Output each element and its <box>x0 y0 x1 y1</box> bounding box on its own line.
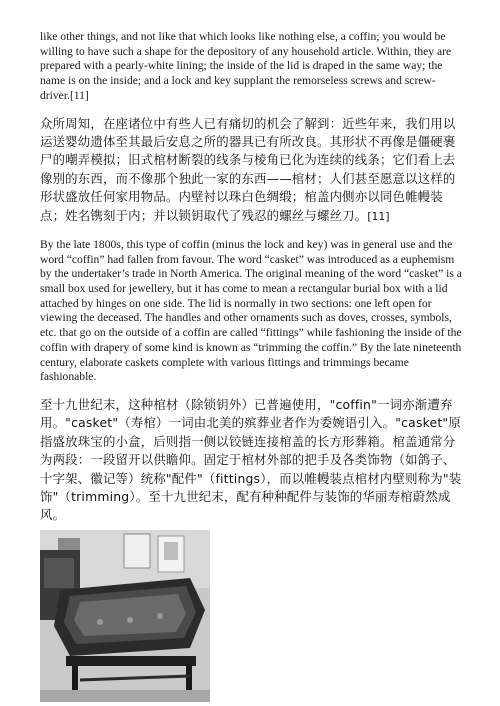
casket-photo <box>40 530 210 702</box>
paragraph-en-2: By the late 1800s, this type of coffin (minus the lock and key) was in general use and the word “coffin” had fallen from favour. The word “casket” was introduced as a euphemism by the undertaker’s trade in North America. The original meaning of the word “casket” is a small box used for jewellery, but it has come to mean a rectangular burial box with a lid attached by hinges on one side. The lid is normally in two sections: one left open for viewing the deceased. The handles and other ornaments such as doves, crosses, symbols, etc. that go on the outside of a coffin are called “fittings” while fashioning the inside of the coffin with drapery of some kind is known as “trimming the coffin.” By the late nineteenth century, elaborate caskets complete with various fittings and trimmings became fashionable. <box>40 237 462 384</box>
footnote-ref[interactable]: [11] <box>367 210 390 223</box>
paragraph-zh-1-text: 众所周知，在座诸位中有些人已有痛切的机会了解到：近些年来，我们用以运送婴幼遗体至其最后安息之所的器具已有所改良。其形状不再像是僵硬裹尸的嘲弄模拟；旧式棺材断裂的线条与棱角已化为连续的线条；它们看上去像别的东西，而不像那个独此一家的东西——棺材；人们甚至愿意以这样的形状盛放任何家用物品。内壁衬以珠白色绸缎；棺盖内侧亦以同色帷幔装点；姓名镌刻于内；并以锁钥取代了残忍的螺丝与螺丝刀。 <box>40 115 456 223</box>
document-body <box>40 30 462 537</box>
paragraph-zh-1 <box>40 115 462 226</box>
paragraph-zh-2: 至十九世纪末，这种棺材（除锁钥外）已普遍使用，"coffin"一词亦渐遭弃用。"casket"（寿棺）一词由北美的殡葬业者作为委婉语引入。"casket"原指盛放珠宝的小盒，后则指一侧以铰链连接棺盖的长方形葬箱。棺盖通常分为两段：一段留开以供瞻仰。固定于棺材外部的把手及各类饰物（如鸽子、十字架、徽记等）统称"配件"（fittings），而以帷幔装点棺材内壁则称为"装饰"（trimming）。至十九世纪末，配有种种配件与装饰的华丽寿棺蔚然成风。 <box>40 396 462 523</box>
paragraph-en-1: like other things, and not like that which looks like nothing else, a coffin; you would be willing to have such a shape for the depository of any household article. Within, they are prepared with a pearly-white lining; the inside of the lid is draped in the same way; the name is on the inside; and a lock and key supplant the remorseless screws and screw-driver.[11] <box>40 30 452 102</box>
casket-photo-illustration <box>40 530 210 702</box>
